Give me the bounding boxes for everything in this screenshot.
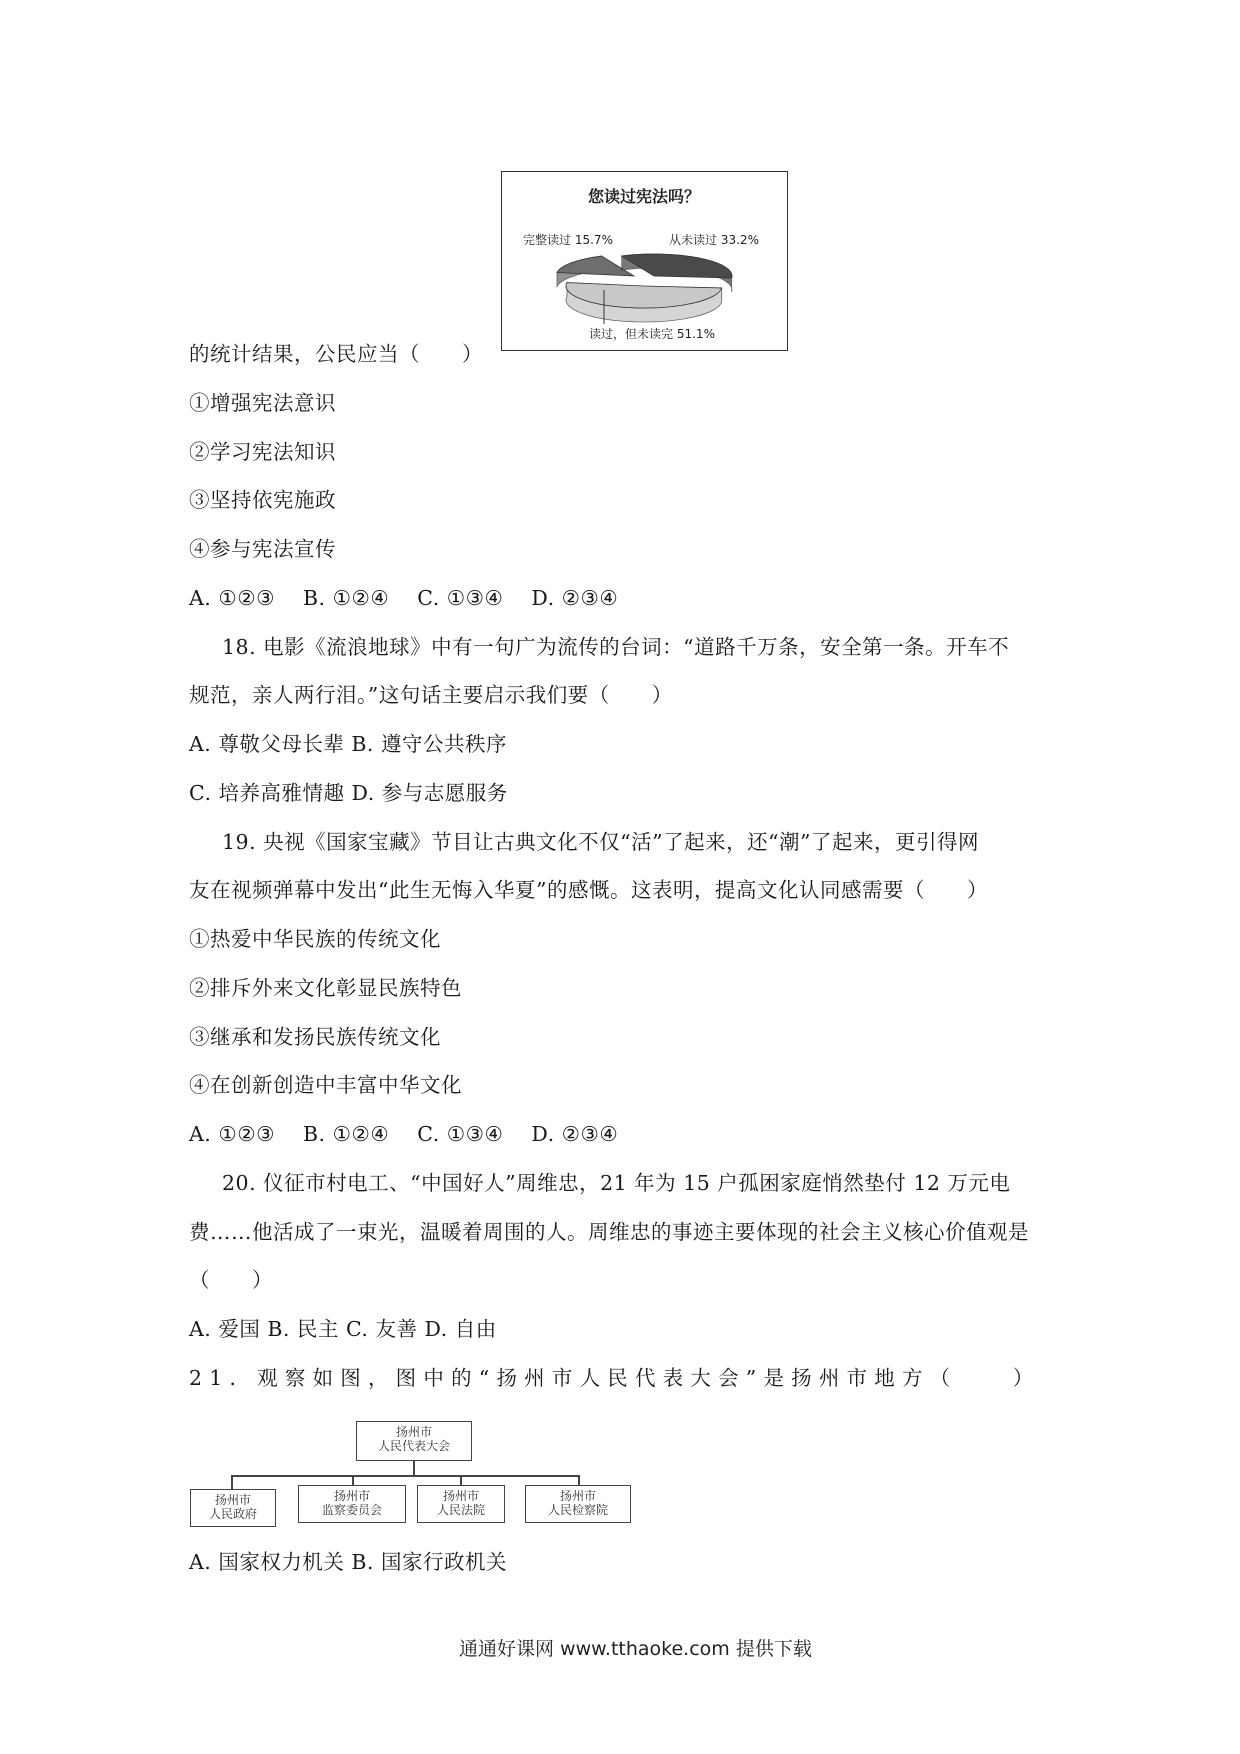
q17-option-4: ④参与宪法宣传 (189, 537, 336, 561)
org-connector (231, 1475, 578, 1477)
q19-answers: A. ①②③ B. ①②④ C. ①③④ D. ②③④ (189, 1122, 619, 1146)
q21-line-1: 21．观察如图，图中的“扬州市人民代表大会”是扬州市地方（ ） (189, 1366, 1041, 1390)
pie-chart-figure (501, 171, 788, 351)
org-child-label: 扬州市 人民政府 (208, 1493, 257, 1521)
org-child-label: 扬州市 监察委员会 (321, 1489, 382, 1517)
q20-line-2: 费……他活成了一束光，温暖着周围的人。周维忠的事迹主要体现的社会主义核心价值观是 (189, 1220, 1029, 1244)
q20-answers: A. 爱国 B. 民主 C. 友善 D. 自由 (189, 1317, 497, 1341)
q20-line-3: （ ） (189, 1268, 273, 1292)
q20-line-1: 20. 仪征市村电工、“中国好人”周维忠，21 年为 15 户孤困家庭悄然垫付 12 万元电 (222, 1171, 1011, 1195)
q17-option-2: ②学习宪法知识 (189, 440, 336, 464)
org-top-label: 扬州市 人民代表大会 (377, 1425, 450, 1453)
q21-answers-1: A. 国家权力机关 B. 国家行政机关 (189, 1550, 507, 1574)
org-connector (231, 1475, 233, 1489)
pie-slice (622, 254, 732, 278)
q19-option-4: ④在创新创造中丰富中华文化 (189, 1073, 462, 1097)
q19-option-2: ②排斥外来文化彰显民族特色 (189, 976, 462, 1000)
q19-line-1: 19. 央视《国家宝藏》节目让古典文化不仅“活”了起来，还“潮”了起来，更引得网 (222, 830, 980, 854)
org-connector (413, 1461, 415, 1475)
org-child-label: 扬州市 人民检察院 (547, 1489, 608, 1517)
q19-option-3: ③继承和发扬民族传统文化 (189, 1025, 441, 1049)
q19-line-2: 友在视频弹幕中发出“此生无悔入华夏”的感慨。这表明，提高文化认同感需要（ ） (189, 878, 988, 902)
footer-source: 通通好课网 www.tthaoke.com 提供下载 (459, 1638, 812, 1660)
pie-slice-label: 完整读过 15.7% (523, 233, 613, 247)
q17-answers: A. ①②③ B. ①②④ C. ①③④ D. ②③④ (189, 586, 619, 610)
q19-option-1: ①热爱中华民族的传统文化 (189, 927, 441, 951)
org-top-box (356, 1421, 472, 1461)
org-child-box (417, 1485, 505, 1523)
q18-line-2: 规范，亲人两行泪。”这句话主要启示我们要（ ） (189, 683, 673, 707)
q18-line-1: 18. 电影《流浪地球》中有一句广为流传的台词：“道路千万条，安全第一条。开车不 (222, 635, 1010, 659)
q18-answers-1: A. 尊敬父母长辈 B. 遵守公共秩序 (189, 732, 507, 756)
org-child-box (525, 1485, 631, 1523)
pie-chart (502, 172, 786, 349)
q18-answers-2: C. 培养高雅情趣 D. 参与志愿服务 (189, 781, 508, 805)
org-chart (190, 1415, 640, 1525)
org-child-box (190, 1489, 276, 1527)
q17-option-1: ①增强宪法意识 (189, 391, 336, 415)
org-child-box (298, 1485, 406, 1523)
pie-slice-label: 从未读过 33.2% (669, 233, 759, 247)
pie-slice-label: 读过，但未读完 51.1% (589, 327, 715, 341)
pie-title: 您读过宪法吗？ (587, 187, 701, 206)
q17-stem: 的统计结果，公民应当（ ） (189, 342, 483, 366)
org-child-label: 扬州市 人民法院 (436, 1489, 485, 1517)
q17-option-3: ③坚持依宪施政 (189, 488, 336, 512)
